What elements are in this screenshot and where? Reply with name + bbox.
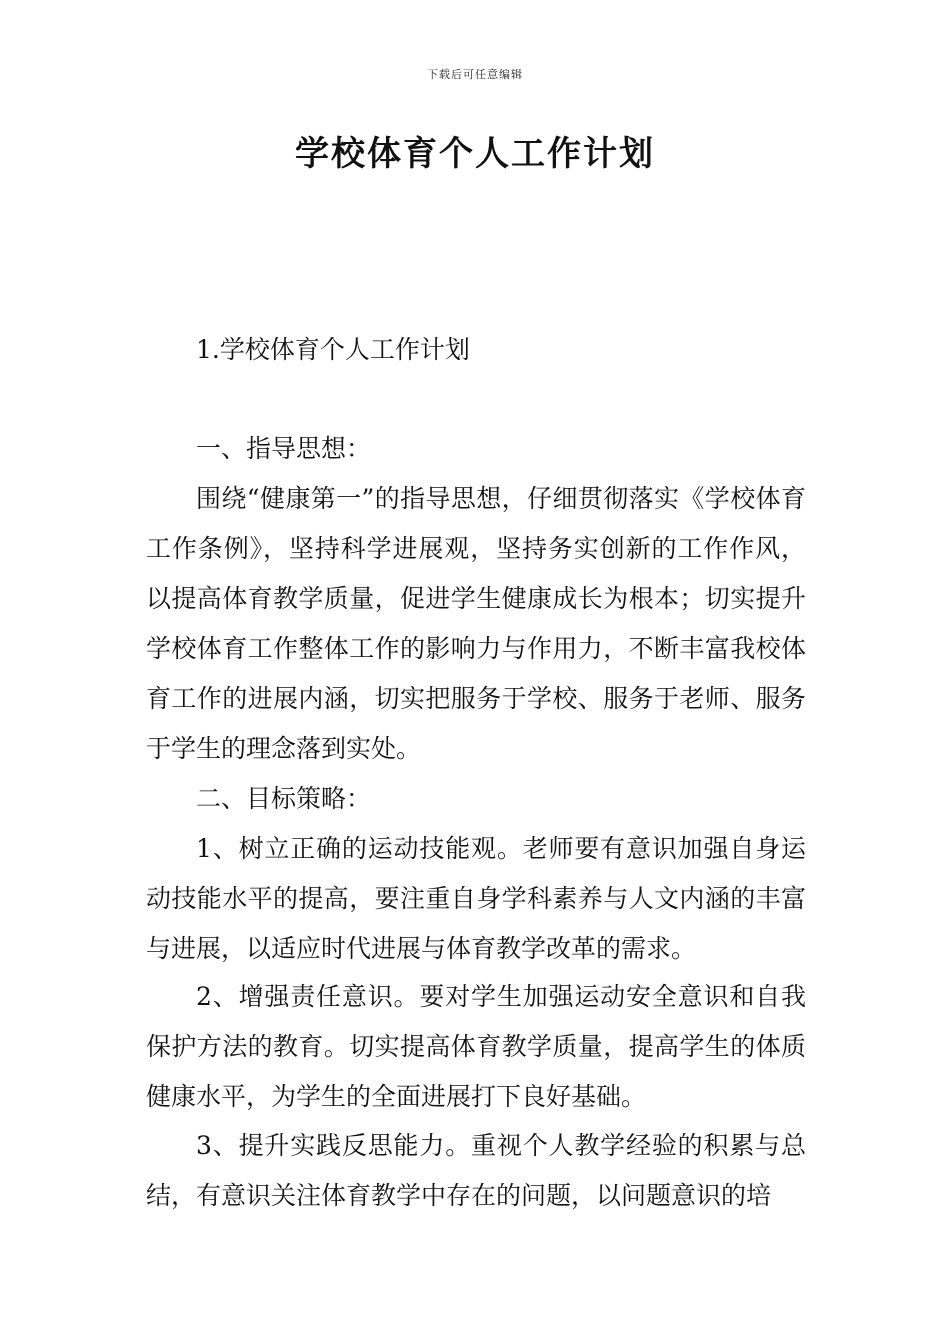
heading-goals-strategies: 二、目标策略： <box>196 784 372 813</box>
goal-item-1 <box>146 824 806 974</box>
goal-item-text: 2、增强责任意识。要对学生加强运动安全意识和自我保护方法的教育。切实提高体育教学质量，提高学生的体质健康水平，为学生的全面进展打下良好基础。 <box>146 982 806 1111</box>
paragraph-text: 围绕“健康第一”的指导思想，仔细贯彻落实《学校体育工作条例》，坚持科学进展观，坚持务实创新的工作作风，以提高体育教学质量，促进学生健康成长为根本；切实提升学校体育工作整体工作的影响力与作用力，不断丰富我校体育工作的进展内涵，切实把服务于学校、服务于老师、服务于学生的理念落到实处。 <box>146 484 806 763</box>
header-note: 下载后可任意编辑 <box>427 68 523 81</box>
goal-item-text: 1、树立正确的运动技能观。老师要有意识加强自身运动技能水平的提高，要注重自身学科素养与人文内涵的丰富与进展，以适应时代进展与体育教学改革的需求。 <box>146 834 806 963</box>
document-title: 学校体育个人工作计划 <box>295 134 655 174</box>
goal-item-2 <box>146 972 806 1122</box>
heading-guiding-thought: 一、指导思想： <box>196 434 372 463</box>
goal-item-text: 3、提升实践反思能力。重视个人教学经验的积累与总结，有意识关注体育教学中存在的问题，以问题意识的培 <box>146 1131 806 1210</box>
goal-item-3 <box>146 1121 806 1221</box>
paragraph-guiding-thought <box>146 474 806 774</box>
section-title: 1.学校体育个人工作计划 <box>196 335 470 364</box>
